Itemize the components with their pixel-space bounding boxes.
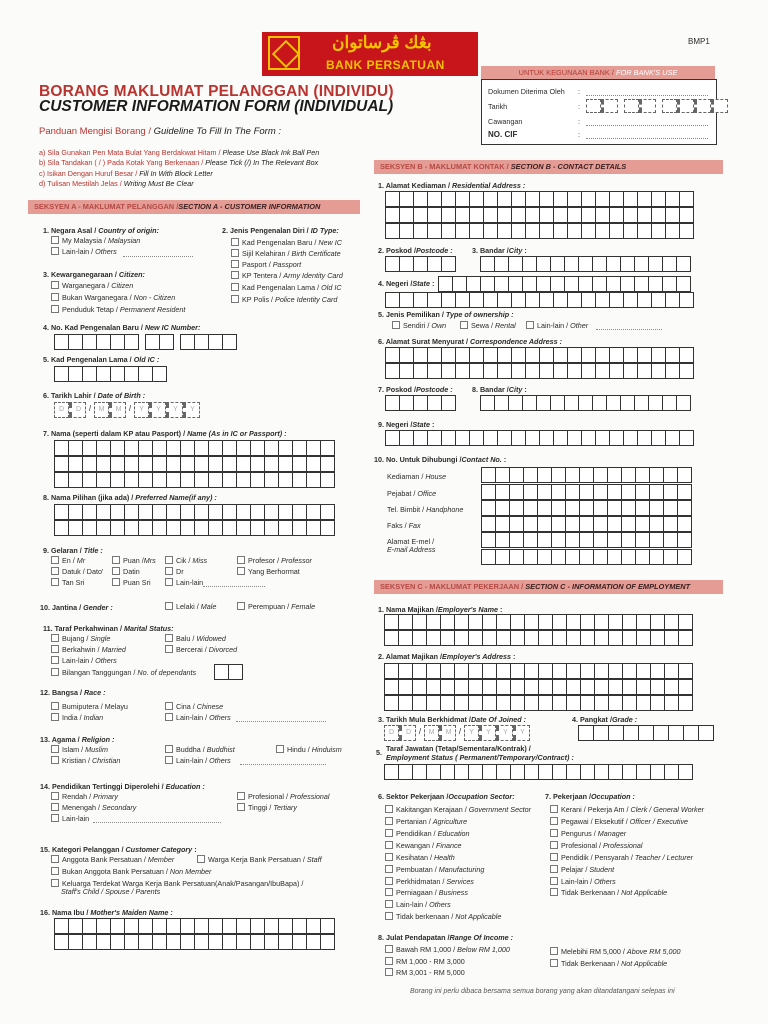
opt-chinese[interactable]: Cina / Chinese (165, 702, 223, 711)
opt-country-others[interactable]: Lain-lain / Others (51, 247, 117, 256)
opt-1000-3000[interactable]: RM 1,000 - RM 3,000 (385, 957, 465, 966)
dob-boxes[interactable]: D D / M M / Y Y Y Y (54, 402, 200, 418)
contact-email-label: Alamat E-mel / (387, 537, 435, 546)
opt-student[interactable]: Pelajar / Student (550, 865, 614, 874)
c-q5-status-label-en: Employment Status ( Permanent/Temporary/Contract) : (386, 753, 574, 762)
doc-received-field[interactable] (586, 95, 708, 96)
opt-mr[interactable]: En / Mr (51, 556, 85, 565)
q10-gender-label: 10. Jantina / Gender : (40, 603, 113, 612)
opt-race-others[interactable]: Lain-lain / Others (165, 713, 231, 722)
b-q6-corr-label: 6. Alamat Surat Menyurat / Correspondence Address : (378, 337, 563, 346)
opt-miss[interactable]: Cik / Miss (165, 556, 207, 565)
employer-name-row-1[interactable] (384, 614, 693, 630)
doc-received-label: Dokumen Diterima Oleh (488, 87, 565, 96)
guide-heading: Panduan Mengisi Borang / Guideline To Fill In The Form : (39, 126, 282, 137)
q2-idtype-label: 2. Jenis Pengenalan Diri / ID Type: (222, 226, 339, 235)
opt-edu-others[interactable]: Lain-lain (51, 814, 89, 823)
c-q3-joined-label: 3. Tarikh Mula Berkhidmat /Date Of Joined : (378, 715, 527, 724)
opt-staff-family[interactable]: Keluarga Terdekat Warga Kerja Bank Persatuan(Anak/Pasangan/IbuBapa) / (51, 879, 303, 888)
opt-citizen[interactable]: Warganegara / Citizen (51, 281, 133, 290)
opt-buddhist[interactable]: Buddha / Buddhist (165, 745, 235, 754)
name-row-1[interactable] (54, 440, 335, 456)
colon: : (578, 130, 580, 139)
grade-boxes[interactable] (578, 725, 714, 741)
employer-name-row-2[interactable] (384, 630, 693, 646)
opt-health[interactable]: Kesihatan / Health (385, 853, 455, 862)
employer-address-row-3[interactable] (384, 695, 693, 711)
logo-arabic: بڠك ڤرساتوان (332, 33, 432, 52)
opt-hindu[interactable]: Hindu / Hinduism (276, 745, 342, 754)
c-q8-income-label: 8. Julat Pendapatan /Range Of Income : (378, 933, 513, 942)
contact-email-row-2[interactable] (481, 549, 692, 565)
preferred-row-2[interactable] (54, 520, 335, 536)
b-q3-city-label: 3. Bandar /City : (472, 246, 527, 255)
colon: : (578, 117, 580, 126)
b-q1-address-label: 1. Alamat Kediaman / Residential Address : (378, 181, 526, 190)
opt-dependants[interactable]: Bilangan Tanggungan / No. of dependants (51, 668, 196, 677)
section-c-header: SEKSYEN C - MAKLUMAT PEKERJAAN / SECTION C - INFORMATION OF EMPLOYMENT (374, 580, 723, 594)
opt-female[interactable]: Perempuan / Female (237, 602, 315, 611)
res-city-boxes[interactable] (480, 256, 691, 272)
corr-state-boxes[interactable] (385, 430, 694, 446)
c-q4-grade-label: 4. Pangkat /Grade : (572, 715, 638, 724)
corr-address-row-1[interactable] (385, 347, 694, 363)
employer-address-row-2[interactable] (384, 679, 693, 695)
date-label: Tarikh (488, 102, 508, 111)
form-code: BMP1 (688, 37, 710, 46)
q11-marital-label: 11. Taraf Perkahwinan / Marital Status: (43, 624, 174, 633)
opt-religion-others[interactable]: Lain-lain / Others (165, 756, 231, 765)
opt-occupation-others[interactable]: Lain-lain / Others (550, 877, 616, 886)
q15-category-label: 15. Kategori Pelanggan / Customer Category : (40, 845, 197, 854)
c-q5-num: 5. (376, 748, 382, 757)
bank-logo (262, 32, 478, 76)
opt-dr[interactable]: Dr (165, 567, 184, 576)
opt-marital-others[interactable]: Lain-lain / Others (51, 656, 117, 665)
country-others-field[interactable] (123, 256, 193, 257)
q7-name-label: 7. Nama (seperti dalam KP atau Pasport) / Name (As in IC or Passport) : (43, 429, 287, 438)
opt-education-sector[interactable]: Pendidikan / Education (385, 829, 470, 838)
q13-religion-label: 13. Agama / Religion : (40, 735, 115, 744)
cif-label: NO. CIF (488, 130, 518, 139)
opt-sector-others[interactable]: Lain-lain / Others (385, 900, 451, 909)
opt-christian[interactable]: Kristian / Christian (51, 756, 120, 765)
res-address-row-1[interactable] (385, 191, 694, 207)
opt-muslim[interactable]: Islam / Muslim (51, 745, 108, 754)
old-ic-boxes[interactable] (54, 366, 167, 382)
opt-officer[interactable]: Pegawai / Eksekutif / Officer / Executive (550, 817, 688, 826)
b-q2-postcode-label: 2. Poskod /Postcode : (378, 246, 453, 255)
opt-mrs[interactable]: Puan /Mrs (112, 556, 156, 565)
opt-passport[interactable]: Pasport / Passport (231, 260, 301, 269)
opt-below-1000[interactable]: Bawah RM 1,000 / Below RM 1,000 (385, 945, 510, 954)
opt-divorced[interactable]: Bercerai / Divorced (165, 645, 237, 654)
res-state-row-2[interactable] (385, 292, 694, 308)
contact-office-boxes[interactable] (481, 484, 692, 500)
q6-dob-label: 6. Tarikh Lahir / Date of Birth : (43, 391, 146, 400)
opt-professor[interactable]: Profesor / Professor (237, 556, 312, 565)
ownership-other-field[interactable] (596, 329, 662, 330)
res-address-row-2[interactable] (385, 207, 694, 223)
q16-mother-label: 16. Nama Ibu / Mother's Maiden Name : (40, 908, 173, 917)
dependants-boxes[interactable] (214, 664, 243, 680)
opt-yb[interactable]: Yang Berhormat (237, 567, 300, 576)
logo-emblem-icon (268, 36, 300, 70)
opt-permanent-resident[interactable]: Penduduk Tetap / Permanent Resident (51, 305, 185, 314)
joined-date-boxes[interactable]: D D / M M / Y Y Y Y (384, 725, 530, 741)
b-q9-state-label: 9. Negeri /State : (378, 420, 435, 429)
branch-field[interactable] (586, 125, 708, 126)
b-q5-ownership-label: 5. Jenis Pemilikan / Type of ownership : (378, 310, 514, 319)
religion-others-field[interactable] (240, 764, 326, 765)
q14-education-label: 14. Pendidikan Tertinggi Diperolehi / Education : (40, 782, 205, 791)
colon: : (578, 102, 580, 111)
race-others-field[interactable] (236, 721, 326, 722)
corr-postcode-boxes[interactable] (385, 395, 456, 411)
opt-own[interactable]: Sendiri / Own (392, 321, 446, 330)
opt-manager[interactable]: Pengurus / Manager (550, 829, 626, 838)
res-state-row-1[interactable] (438, 276, 691, 292)
opt-ownership-other[interactable]: Lain-lain / Other (526, 321, 588, 330)
res-postcode-boxes[interactable] (385, 256, 456, 272)
opt-datin[interactable]: Datin (112, 567, 140, 576)
contact-fax-boxes[interactable] (481, 516, 692, 532)
footer-note: Borang ini perlu dibaca bersama semua borang yang akan ditandatangani selepas ini (410, 988, 675, 995)
opt-professional-edu[interactable]: Profesional / Professional (237, 792, 330, 801)
opt-rental[interactable]: Sewa / Rental (460, 321, 516, 330)
contact-fax-label: Faks / Fax (387, 521, 421, 530)
opt-non-member[interactable]: Bukan Anggota Bank Persatuan / Non Member (51, 867, 211, 876)
opt-tertiary[interactable]: Tinggi / Tertiary (237, 803, 297, 812)
mother-row-1[interactable] (54, 918, 335, 934)
corr-city-boxes[interactable] (480, 395, 691, 411)
opt-gov-sector[interactable]: Kakitangan Kerajaan / Government Sector (385, 805, 531, 814)
opt-birth-cert[interactable]: Sijil Kelahiran / Birth Certificate (231, 249, 341, 258)
b-q8-city-label: 8. Bandar /City : (472, 385, 527, 394)
employer-address-row-1[interactable] (384, 663, 693, 679)
cif-field[interactable] (586, 138, 708, 139)
contact-mobile-boxes[interactable] (481, 500, 692, 516)
contact-house-boxes[interactable] (481, 467, 692, 483)
q12-race-label: 12. Bangsa / Race : (40, 688, 106, 697)
logo-name: BANK PERSATUAN (326, 58, 445, 72)
q4-newic-label: 4. No. Kad Pengenalan Baru / New IC Number: (43, 323, 201, 332)
branch-label: Cawangan (488, 117, 523, 126)
opt-widowed[interactable]: Balu / Widowed (165, 634, 226, 643)
opt-income-na[interactable]: Tidak Berkenaan / Not Applicable (550, 959, 667, 968)
contact-office-label: Pejabat / Office (387, 489, 437, 498)
opt-married[interactable]: Berkahwin / Married (51, 645, 126, 654)
b-q4-state-label: 4. Negeri /State : (378, 279, 435, 288)
opt-malaysian[interactable]: My Malaysia / Malaysian (51, 236, 140, 245)
opt-new-ic[interactable]: Kad Pengenalan Baru / New IC (231, 238, 342, 247)
opt-non-citizen[interactable]: Bukan Warganegara / Non - Citizen (51, 293, 175, 302)
corr-address-row-2[interactable] (385, 363, 694, 379)
opt-secondary[interactable]: Menengah / Secondary (51, 803, 136, 812)
opt-army-ic[interactable]: KP Tentera / Army Identity Card (231, 271, 343, 280)
c-q7-occupation-label: 7. Pekerjaan /Occupation : (545, 792, 635, 801)
q8-preferred-label: 8. Nama Pilihan (jika ada) / Preferred Name(if any) : (43, 493, 217, 502)
contact-mobile-label: Tel. Bimbit / Handphone (387, 505, 464, 514)
opt-datuk[interactable]: Datuk / Dato' (51, 567, 103, 576)
b-q10-contact-label: 10. No. Untuk Dihubungi /Contact No. : (374, 455, 507, 464)
c-q5-status-label: Taraf Jawatan (Tetap/Sementara/Kontrak) / (386, 744, 531, 753)
bank-use-box (481, 79, 717, 145)
title-english: CUSTOMER INFORMATION FORM (INDIVIDUAL) (39, 98, 394, 115)
bank-date-boxes[interactable] (586, 99, 728, 113)
c-q6-sector-label: 6. Sektor Pekerjaan /Occupation Sector: (378, 792, 515, 801)
opt-sector-na[interactable]: Tidak berkenaan / Not Applicable (385, 912, 501, 921)
contact-email-row-1[interactable] (481, 532, 692, 548)
preferred-row-1[interactable] (54, 504, 335, 520)
q1-country-label: 1. Negara Asal / Country of origin: (43, 226, 159, 235)
opt-male[interactable]: Lelaki / Male (165, 602, 216, 611)
opt-services[interactable]: Perkhidmatan / Services (385, 877, 474, 886)
opt-puansri[interactable]: Puan Sri (112, 578, 151, 587)
opt-old-ic[interactable]: Kad Pengenalan Lama / Old IC (231, 283, 342, 292)
opt-finance[interactable]: Kewangan / Finance (385, 841, 462, 850)
b-q7-postcode-label: 7. Poskod /Postcode : (378, 385, 453, 394)
opt-staff-family-en: Staff's Child / Spouse / Parents (61, 887, 161, 896)
opt-manufacturing[interactable]: Pembuatan / Manufacturing (385, 865, 484, 874)
opt-above-5000[interactable]: Melebihi RM 5,000 / Above RM 5,000 (550, 947, 680, 956)
colon: : (578, 87, 580, 96)
opt-police-ic[interactable]: KP Polis / Police Identity Card (231, 295, 337, 304)
section-a-header: SEKSYEN A - MAKLUMAT PELANGGAN /SECTION A - CUSTOMER INFORMATION (28, 200, 360, 214)
new-ic-boxes[interactable] (54, 334, 237, 350)
q9-title-label: 9. Gelaran / Title : (43, 546, 103, 555)
opt-occupation-na[interactable]: Tidak Berkenaan / Not Applicable (550, 888, 667, 897)
name-row-3[interactable] (54, 472, 335, 488)
opt-primary[interactable]: Rendah / Primary (51, 792, 118, 801)
mother-row-2[interactable] (54, 934, 335, 950)
title-malay: BORANG MAKLUMAT PELANGGAN (INDIVIDU) (39, 83, 394, 100)
bank-use-header: UNTUK KEGUNAAN BANK / FOR BANK'S USE (481, 66, 715, 79)
contact-house-label: Kediaman / House (387, 472, 447, 481)
opt-member[interactable]: Anggota Bank Persatuan / Member (51, 855, 174, 864)
opt-single[interactable]: Bujang / Single (51, 634, 110, 643)
opt-agriculture[interactable]: Pertanian / Agriculture (385, 817, 467, 826)
c-q1-employer-label: 1. Nama Majikan /Employer's Name : (378, 605, 503, 614)
opt-staff[interactable]: Warga Kerja Bank Persatuan / Staff (197, 855, 322, 864)
opt-bumiputera[interactable]: Bumiputera / Melayu (51, 702, 128, 711)
contact-email-label-en: E-mail Address (387, 545, 436, 554)
q5-oldic-label: 5. Kad Pengenalan Lama / Old IC : (43, 355, 160, 364)
title-others-field[interactable] (203, 586, 265, 587)
name-row-2[interactable] (54, 456, 335, 472)
opt-business[interactable]: Perniagaan / Business (385, 888, 468, 897)
opt-indian[interactable]: India / Indian (51, 713, 103, 722)
opt-teacher[interactable]: Pendidik / Pensyarah / Teacher / Lecturer (550, 853, 693, 862)
opt-professional-occ[interactable]: Profesional / Professional (550, 841, 643, 850)
opt-clerk[interactable]: Kerani / Pekerja Am / Clerk / General Worker (550, 805, 704, 814)
opt-title-others[interactable]: Lain-lain (165, 578, 203, 587)
section-b-header: SEKSYEN B - MAKLUMAT KONTAK / SECTION B - CONTACT DETAILS (374, 160, 723, 174)
c-q2-empaddress-label: 2. Alamat Majikan /Employer's Address : (378, 652, 516, 661)
res-address-row-3[interactable] (385, 223, 694, 239)
edu-others-field[interactable] (93, 822, 221, 823)
opt-tansri[interactable]: Tan Sri (51, 578, 84, 587)
q3-citizen-label: 3. Kewarganegaraan / Citizen: (43, 270, 145, 279)
opt-3001-5000[interactable]: RM 3,001 - RM 5,000 (385, 968, 465, 977)
employment-status-boxes[interactable] (384, 764, 693, 780)
